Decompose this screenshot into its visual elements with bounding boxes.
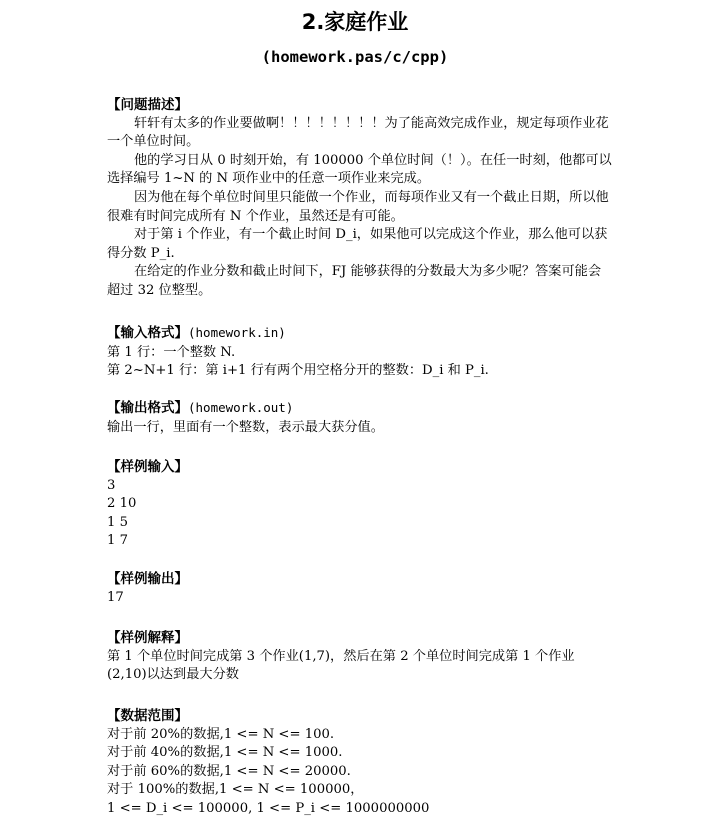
data-range-line: 对于 100%的数据,1 <= N <= 100000， (107, 782, 364, 798)
output-format-line: 输出一行，里面有一个整数，表示最大获分值。 (107, 419, 384, 435)
input-format-line: 第 1 行：一个整数 N. (107, 344, 236, 360)
sample-input-heading: 【样例输入】 (107, 459, 188, 475)
input-format-header (107, 324, 612, 344)
output-format-header (107, 399, 612, 419)
data-range-line: 对于前 60%的数据,1 <= N <= 20000. (107, 763, 351, 779)
input-format-section (107, 324, 612, 381)
sample-explanation-line: 第 1 个单位时间完成第 3 个作业(1,7)，然后在第 2 个单位时间完成第 1 个作业 (107, 648, 575, 664)
sample-input-line: 1 5 (107, 514, 128, 530)
sample-input-line: 2 10 (107, 496, 137, 512)
data-range-line: 对于前 40%的数据,1 <= N <= 1000. (107, 745, 343, 761)
description-paragraph: 轩轩有太多的作业要做啊！！！！！！！！为了能高效完成作业，规定每项作业花一个单位时间。 (107, 115, 609, 150)
sample-input-section (107, 458, 612, 551)
data-range-heading: 【数据范围】 (107, 708, 188, 724)
description-paragraph: 对于第 i 个作业，有一个截止时间 D_i，如果他可以完成这个作业，那么他可以获得分数 P_i. (107, 227, 608, 261)
description-paragraph: 在给定的作业分数和截止时间下，FJ 能够获得的分数最大为多少呢？答案可能会超过 32 位整型。 (107, 264, 602, 298)
output-format-section (107, 399, 612, 437)
problem-filename: (homework.pas/c/cpp) (261, 48, 449, 66)
sample-output-line: 17 (107, 589, 124, 605)
problem-title: 2.家庭作业 (301, 10, 409, 34)
sample-output-heading: 【样例输出】 (107, 571, 188, 587)
data-range-line: 对于前 20%的数据,1 <= N <= 100. (107, 726, 335, 742)
description-heading: 【问题描述】 (107, 97, 188, 113)
input-format-line: 第 2~N+1 行：第 i+1 行有两个用空格分开的整数：D_i 和 P_i. (107, 363, 489, 379)
input-file-name: (homework.in) (188, 325, 286, 340)
sample-explanation-section (107, 629, 612, 685)
sample-output-section (107, 570, 612, 607)
data-range-section (107, 707, 612, 819)
data-range-line: 1 <= D_i <= 100000, 1 <= P_i <= 1000000000 (107, 800, 430, 816)
sample-explanation-line: (2,10)以达到最大分数 (107, 667, 239, 683)
input-format-heading: 【输入格式】 (107, 325, 188, 341)
sample-input-line: 1 7 (107, 533, 128, 549)
description-paragraph: 因为他在每个单位时间里只能做一个作业，而每项作业又有一个截止日期，所以他很难有时间完成所有 N 个作业，虽然还是有可能。 (107, 189, 609, 224)
output-format-heading: 【输出格式】 (107, 400, 188, 416)
description-section (107, 96, 612, 301)
description-paragraph: 他的学习日从 0 时刻开始，有 100000 个单位时间（！）。在任一时刻，他都可以选择编号 1~N 的 N 项作业中的任意一项作业来完成。 (107, 152, 612, 187)
sample-explanation-heading: 【样例解释】 (107, 630, 188, 646)
output-file-name: (homework.out) (188, 400, 294, 415)
sample-input-line: 3 (107, 477, 116, 493)
